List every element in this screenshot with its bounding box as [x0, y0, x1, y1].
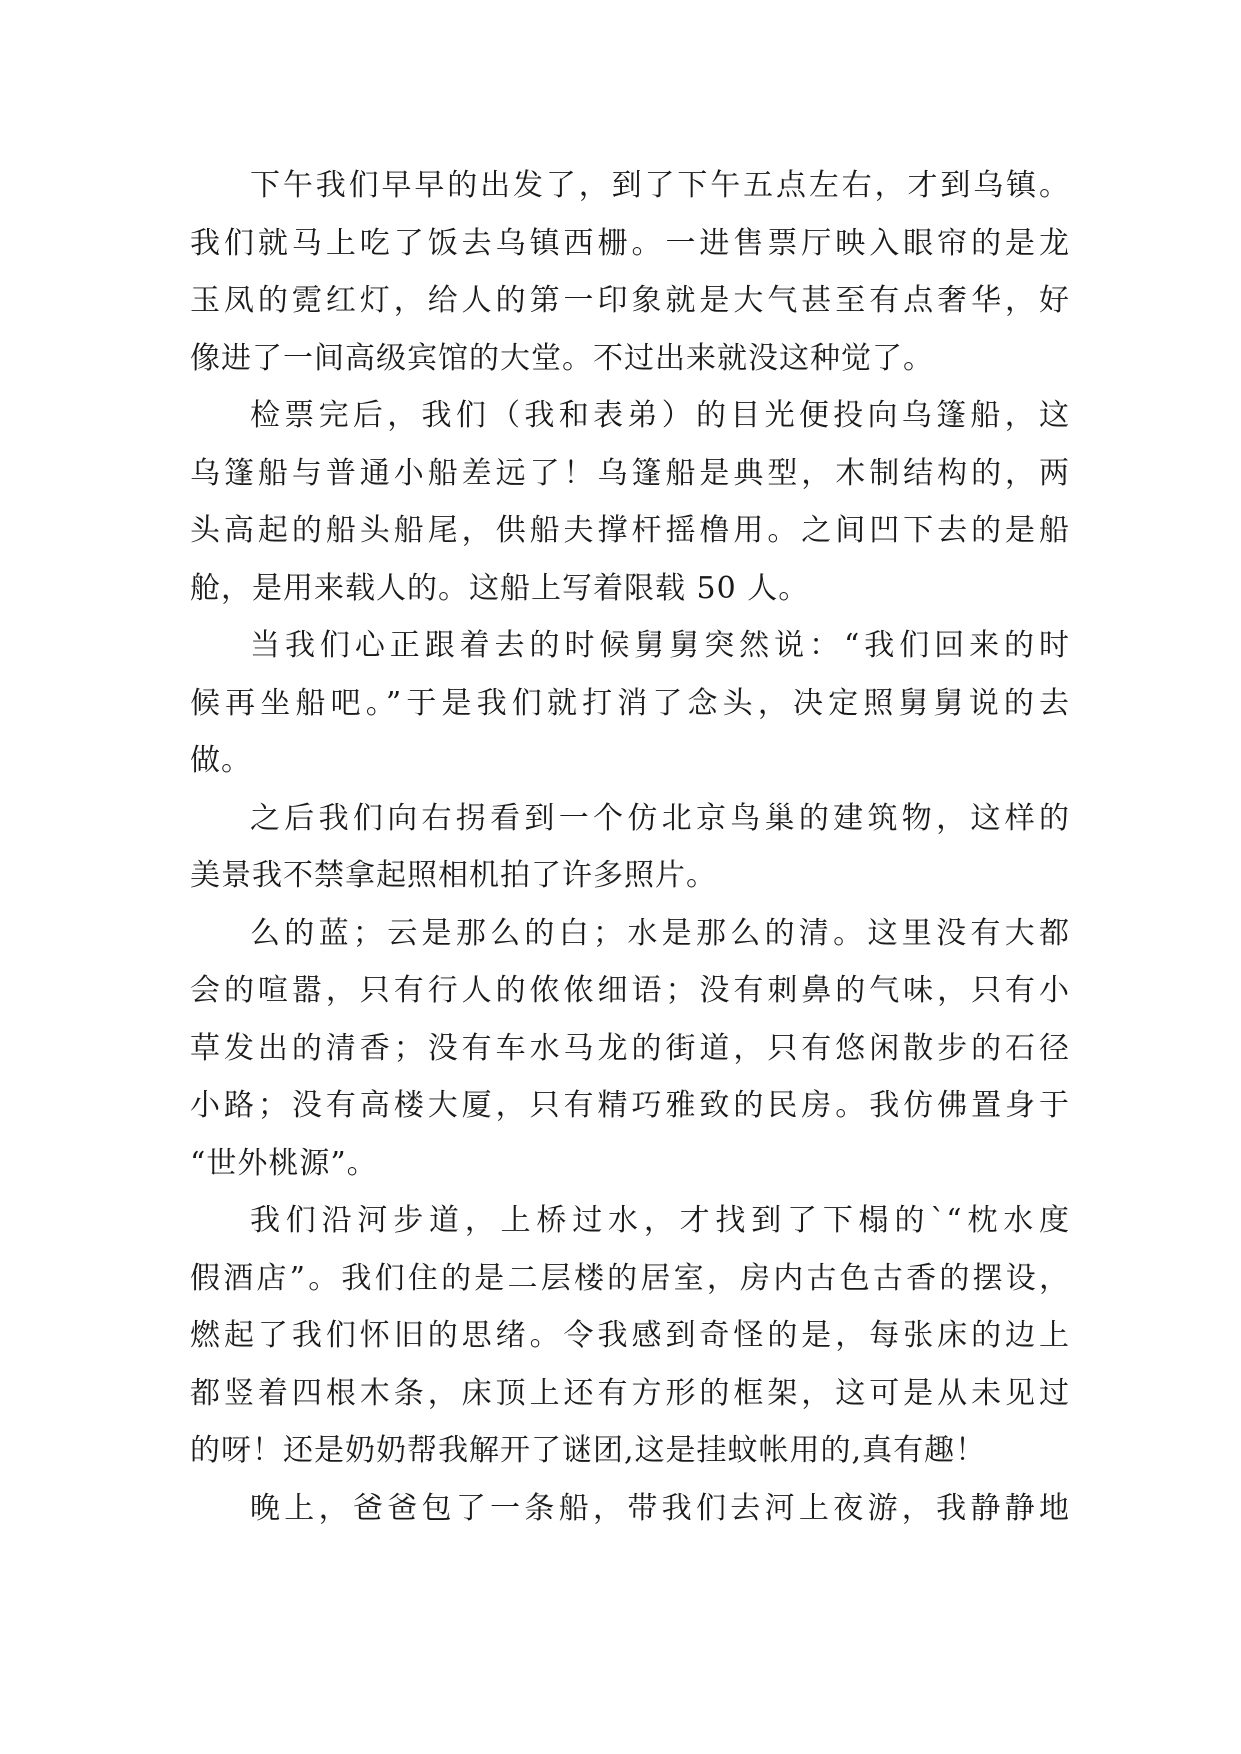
text-line: 晚上，爸爸包了一条船，带我们去河上夜游，我静静地	[250, 1490, 1070, 1526]
text-line: 会的喧嚣，只有行人的侬侬细语；没有刺鼻的气味，只有小	[190, 973, 1070, 1008]
text-line: 当我们心正跟着去的时候舅舅突然说：“我们回来的时	[250, 628, 1070, 663]
text-line: 玉凤的霓红灯，给人的第一印象就是大气甚至有点奢华，好	[190, 283, 1070, 318]
text-line: 头高起的船头船尾，供船夫撑杆摇橹用。之间凹下去的是船	[190, 513, 1070, 548]
text-line: “世外桃源”。	[190, 1145, 378, 1181]
essay-body	[190, 157, 1070, 1537]
paragraph-4	[190, 790, 1070, 905]
text-line: 我们就马上吃了饭去乌镇西栅。一进售票厅映入眼帘的是龙	[190, 225, 1070, 261]
text-line: 候再坐船吧。”于是我们就打消了念头，决定照舅舅说的去	[190, 685, 1070, 721]
text-line: 小路；没有高楼大厦，只有精巧雅致的民房。我仿佛置身于	[190, 1088, 1070, 1123]
paragraph-2	[190, 387, 1070, 617]
paragraph-6	[190, 1192, 1070, 1480]
text-line: 下午我们早早的出发了，到了下午五点左右，才到乌镇。	[250, 168, 1070, 203]
text-line: 乌篷船与普通小船差远了！乌篷船是典型，木制结构的，两	[190, 455, 1070, 491]
text-line: 做。	[190, 743, 252, 778]
text-line: 之后我们向右拐看到一个仿北京鸟巢的建筑物，这样的	[250, 800, 1070, 836]
text-line: 检票完后，我们（我和表弟）的目光便投向乌篷船，这	[250, 398, 1070, 433]
text-line: 像进了一间高级宾馆的大堂。不过出来就没这种觉了。	[190, 340, 934, 376]
text-line: 都竖着四根木条，床顶上还有方形的框架，这可是从未见过	[190, 1375, 1070, 1411]
text-line: 草发出的清香；没有车水马龙的街道，只有悠闲散步的石径	[190, 1030, 1070, 1066]
text-line: 假酒店”。我们住的是二层楼的居室，房内古色古香的摆设，	[190, 1260, 1070, 1296]
text-line: 舱，是用来载人的。这船上写着限载 50 人。	[190, 570, 810, 606]
paragraph-5	[190, 905, 1070, 1193]
text-line: 燃起了我们怀旧的思绪。令我感到奇怪的是，每张床的边上	[190, 1318, 1070, 1353]
paragraph-7	[190, 1480, 1070, 1538]
text-line: 美景我不禁拿起照相机拍了许多照片。	[190, 858, 717, 893]
paragraph-3	[190, 617, 1070, 790]
text-line: 我们沿河步道，上桥过水，才找到了下榻的`“枕水度	[250, 1203, 1070, 1238]
text-line: 的呀！还是奶奶帮我解开了谜团,这是挂蚊帐用的,真有趣！	[190, 1433, 987, 1468]
paragraph-1	[190, 157, 1070, 387]
text-line: 么的蓝；云是那么的白；水是那么的清。这里没有大都	[250, 915, 1070, 951]
